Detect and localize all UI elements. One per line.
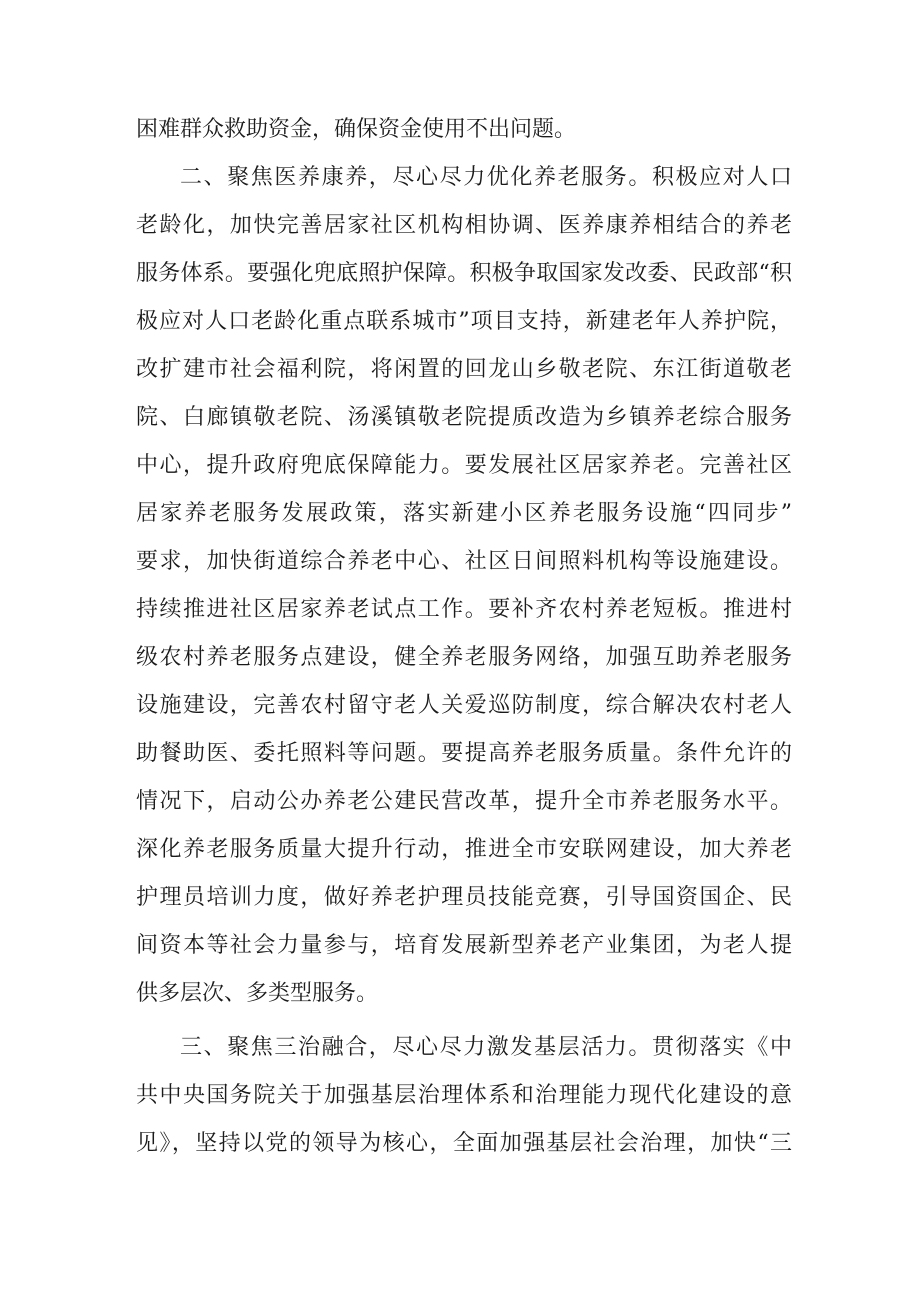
text-line: 持续推进社区居家养老试点工作。要补齐农村养老短板。推进村 [136, 597, 792, 622]
text-line: 要求，加快街道综合养老中心、社区日间照料机构等设施建设。 [136, 549, 792, 574]
text-line: 服务体系。要强化兜底照护保障。积极争取国家发改委、民政部“积 [136, 261, 792, 286]
text-line: 居家养老服务发展政策，落实新建小区养老服务设施“四同步” [136, 501, 792, 526]
text-line: 设施建设，完善农村留守老人关爱巡防制度，综合解决农村老人 [136, 693, 792, 718]
text-line: 老龄化，加快完善居家社区机构相协调、医养康养相结合的养老 [136, 213, 792, 238]
text-line: 院、白廊镇敬老院、汤溪镇敬老院提质改造为乡镇养老综合服务 [136, 405, 792, 430]
text-line: 中心，提升政府兜底保障能力。要发展社区居家养老。完善社区 [136, 453, 792, 478]
text-line: 助餐助医、委托照料等问题。要提高养老服务质量。条件允许的 [136, 741, 792, 766]
paragraph-start-line: 二、聚焦医养康养，尽心尽力优化养老服务。积极应对人口 [180, 165, 792, 190]
text-line: 共中央国务院关于加强基层治理体系和治理能力现代化建设的意 [136, 1083, 792, 1108]
text-line: 见》，坚持以党的领导为核心，全面加强基层社会治理，加快“三 [136, 1131, 792, 1156]
text-line: 间资本等社会力量参与，培育发展新型养老产业集团，为老人提 [136, 933, 792, 958]
text-line: 供多层次、多类型服务。 [136, 981, 379, 1006]
text-line: 困难群众救助资金，确保资金使用不出问题。 [136, 117, 577, 142]
text-line: 护理员培训力度，做好养老护理员技能竞赛，引导国资国企、民 [136, 885, 792, 910]
text-line: 改扩建市社会福利院，将闲置的回龙山乡敬老院、东江街道敬老 [136, 357, 792, 382]
text-line: 深化养老服务质量大提升行动，推进全市安联网建设，加大养老 [136, 837, 792, 862]
text-line: 级农村养老服务点建设，健全养老服务网络，加强互助养老服务 [136, 645, 792, 670]
text-line: 极应对人口老龄化重点联系城市”项目支持，新建老年人养护院， [136, 309, 792, 334]
paragraph-start-line: 三、聚焦三治融合，尽心尽力激发基层活力。贯彻落实《中 [180, 1035, 792, 1060]
text-line: 情况下，启动公办养老公建民营改革，提升全市养老服务水平。 [136, 789, 792, 814]
